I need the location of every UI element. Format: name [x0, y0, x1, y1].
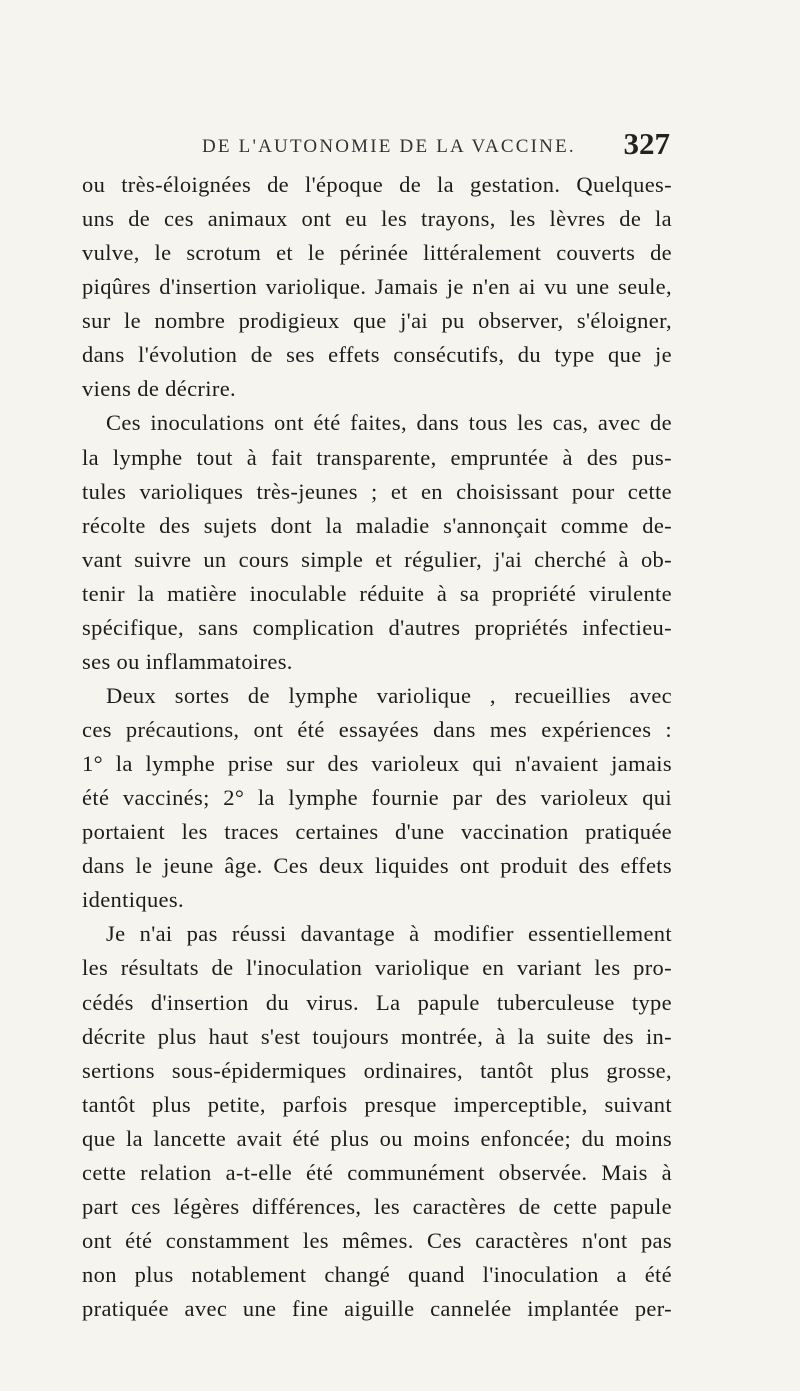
text-line: tenir la matière inoculable réduite à sa propriété virulente — [82, 580, 672, 606]
text-line: Je n'ai pas réussi davantage à modifier essentiellement — [106, 921, 672, 947]
text-line: 1° la lymphe prise sur des varioleux qui n'avaient jamais — [82, 751, 672, 777]
text-line: part ces légères différences, les caractères de cette papule — [82, 1193, 672, 1219]
text-line: été vaccinés; 2° la lymphe fournie par des varioleux qui — [82, 785, 672, 811]
text-line: ces précautions, ont été essayées dans mes expériences : — [82, 717, 672, 742]
text-line: vant suivre un cours simple et régulier, j'ai cherché à ob- — [82, 546, 672, 572]
body-text — [82, 168, 672, 1326]
text-line: cédés d'insertion du virus. La papule tuberculeuse type — [82, 989, 672, 1015]
running-title: DE L'AUTONOMIE DE LA VACCINE. — [202, 136, 576, 157]
text-line: piqûres d'insertion variolique. Jamais je n'en ai vu une seule, — [82, 274, 672, 300]
text-line: tantôt plus petite, parfois presque imperceptible, suivant — [82, 1091, 672, 1117]
text-line: que la lancette avait été plus ou moins enfoncée; du moins — [82, 1125, 672, 1151]
text-line: spécifique, sans complication d'autres propriétés infectieu- — [82, 614, 672, 640]
page-number: 327 — [623, 126, 670, 161]
text-line: récolte des sujets dont la maladie s'annonçait comme de- — [82, 512, 672, 538]
text-line: décrite plus haut s'est toujours montrée, à la suite des in- — [82, 1023, 672, 1049]
text-line: viens de décrire. — [82, 376, 237, 402]
text-line: vulve, le scrotum et le périnée littéralement couverts de — [82, 240, 672, 266]
text-line: Ces inoculations ont été faites, dans tous les cas, avec de — [106, 410, 672, 436]
text-line: sertions sous-épidermiques ordinaires, tantôt plus grosse, — [82, 1057, 672, 1083]
text-line: ont été constamment les mêmes. Ces caractères n'ont pas — [82, 1227, 672, 1253]
text-line: ses ou inflammatoires. — [82, 648, 293, 674]
text-line: les résultats de l'inoculation variolique en variant les pro- — [82, 955, 672, 981]
text-line: identiques. — [82, 887, 184, 913]
running-head — [82, 126, 670, 164]
text-line: uns de ces animaux ont eu les trayons, les lèvres de la — [82, 206, 672, 232]
text-line: non plus notablement changé quand l'inoculation a été — [82, 1262, 672, 1287]
text-line: sur le nombre prodigieux que j'ai pu observer, s'éloigner, — [82, 308, 672, 334]
text-line: Deux sortes de lymphe variolique , recueillies avec — [106, 682, 672, 708]
text-line: la lymphe tout à fait transparente, empruntée à des pus- — [82, 444, 672, 470]
text-line: portaient les traces certaines d'une vaccination pratiquée — [82, 819, 672, 845]
text-line: dans l'évolution de ses effets consécutifs, du type que je — [82, 342, 672, 368]
text-line: tules varioliques très-jeunes ; et en choisissant pour cette — [82, 478, 672, 504]
text-line: dans le jeune âge. Ces deux liquides ont produit des effets — [82, 853, 672, 879]
text-line: ou très-éloignées de l'époque de la gestation. Quelques- — [82, 172, 672, 197]
text-line: cette relation a-t-elle été communément observée. Mais à — [82, 1159, 672, 1185]
text-line: pratiquée avec une fine aiguille cannelée implantée per- — [82, 1296, 672, 1322]
